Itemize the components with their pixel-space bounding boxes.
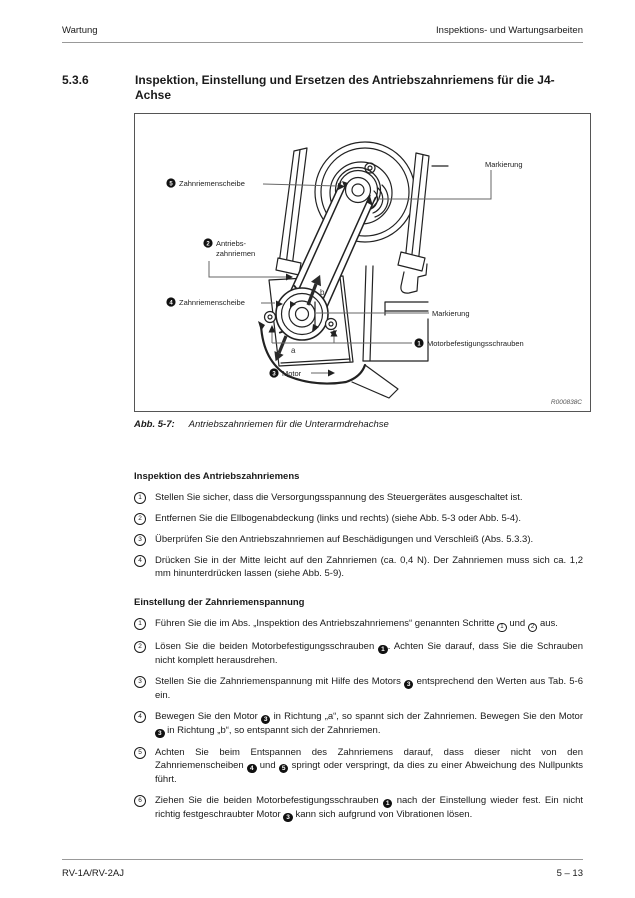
step-text: Führen Sie die im Abs. „Inspektion des Antriebszahnriemens“ genannten Schritte 1 und 2 aus. xyxy=(155,617,583,632)
label-belt-2: zahnriemen xyxy=(216,249,256,258)
list-item xyxy=(134,710,583,738)
svg-text:2: 2 xyxy=(206,241,210,248)
adjustment-heading: Einstellung der Zahnriemenspannung xyxy=(134,597,305,608)
filled-circled-number: 3 xyxy=(155,729,165,739)
figure-ref-code: R000838C xyxy=(550,399,582,406)
step-number: 4 xyxy=(134,711,146,723)
caption-text: Antriebszahnriemen für die Unterarmdrehachse xyxy=(188,419,389,430)
filled-circled-number: 3 xyxy=(283,813,293,823)
step-text: Entfernen Sie die Ellbogenabdeckung (links und rechts) (siehe Abb. 5-3 oder Abb. 5-4). xyxy=(155,513,521,524)
right-arm-rail xyxy=(398,153,429,293)
list-item xyxy=(134,675,583,702)
page-header xyxy=(62,25,583,43)
circled-number: 2 xyxy=(528,623,538,633)
list-item xyxy=(134,512,583,525)
label-screws: Motorbefestigungsschrauben xyxy=(427,339,524,348)
label-pulley4: Zahnriemenscheibe xyxy=(179,298,245,307)
svg-text:5: 5 xyxy=(169,181,173,188)
step-number: 5 xyxy=(134,747,146,759)
step-text: Achten Sie beim Entspannen des Zahnriemens darauf, dass dieser nicht von den Zahnriemenscheiben 4 und 5 springt oder verspringt, da dies zu einer Abweichung des Nullpunkts führt. xyxy=(155,747,583,785)
step-number: 4 xyxy=(134,555,146,567)
filled-circled-number: 5 xyxy=(279,764,289,774)
direction-label-a: a xyxy=(291,346,296,355)
section-number: 5.3.6 xyxy=(62,73,89,87)
section-heading xyxy=(62,73,583,103)
step-text: Drücken Sie in der Mitte leicht auf den Zahnriemen (ca. 0,4 N). Der Zahnriemen muss sich ca. 1,2 mm hinunterdrücken lassen (siehe Abb. 5-9). xyxy=(155,555,583,579)
list-item xyxy=(134,554,583,580)
filled-circled-number: 3 xyxy=(261,715,271,725)
step-text: Lösen Sie die beiden Motorbefestigungsschrauben 1 . Achten Sie darauf, dass Sie die Schrauben nicht komplett herausdrehen. xyxy=(155,641,583,666)
caption-label: Abb. 5-7: xyxy=(134,419,175,430)
list-item xyxy=(134,640,583,667)
mounting-screw-left xyxy=(265,312,276,323)
step-text: Bewegen Sie den Motor 3 in Richtung „a“, so spannt sich der Zahnriemen. Bewegen Sie den Motor 3 in Richtung „b“, so entspannt sich der Zahnriemen. xyxy=(155,711,583,737)
step-text: Stellen Sie sicher, dass die Versorgungsspannung des Steuergerätes ausgeschaltet ist. xyxy=(155,492,523,503)
svg-text:1: 1 xyxy=(417,341,421,348)
svg-text:4: 4 xyxy=(169,300,173,307)
technical-diagram xyxy=(135,114,590,411)
inspection-steps xyxy=(134,491,583,580)
filled-circled-number: 3 xyxy=(404,680,414,690)
step-number: 3 xyxy=(134,534,146,546)
adjustment-steps xyxy=(134,617,583,822)
figure-labels xyxy=(166,160,582,406)
step-text: Überprüfen Sie den Antriebszahnriemen auf Beschädigungen und Verschleiß (Abs. 5.3.3). xyxy=(155,534,534,545)
left-arm-rail xyxy=(276,148,307,275)
label-belt-1: Antriebs- xyxy=(216,239,247,248)
step-number: 1 xyxy=(134,492,146,504)
footer-left: RV-1A/RV-2AJ xyxy=(62,868,124,879)
header-right: Inspektions- und Wartungsarbeiten xyxy=(436,25,583,36)
label-motor: Motor xyxy=(282,369,302,378)
step-number: 3 xyxy=(134,676,146,688)
step-number: 2 xyxy=(134,641,146,653)
header-left: Wartung xyxy=(62,25,98,36)
step-number: 2 xyxy=(134,513,146,525)
label-pulley5: Zahnriemenscheibe xyxy=(179,179,245,188)
circled-number: 1 xyxy=(497,623,507,633)
list-item xyxy=(134,746,583,786)
list-item xyxy=(134,617,583,632)
label-marking-bottom: Markierung xyxy=(432,309,470,318)
filled-circled-number: 1 xyxy=(378,645,388,655)
inspection-heading: Inspektion des Antriebszahnriemens xyxy=(134,471,300,482)
step-text: Stellen Sie die Zahnriemenspannung mit Hilfe des Motors 3 entsprechend den Werten aus Tab. 5-6 ein. xyxy=(155,676,583,701)
step-text: Ziehen Sie die beiden Motorbefestigungsschrauben 1 nach der Einstellung wieder fest. Ein nicht richtig festgeschraubter Motor 3 kann sich aufgrund von Vibrationen lösen. xyxy=(155,795,584,821)
label-marking-top: Markierung xyxy=(485,160,523,169)
section-title: Inspektion, Einstellung und Ersetzen des Antriebszahnriemens für die J4-Achse xyxy=(135,73,555,102)
figure xyxy=(134,113,591,412)
mounting-screw-right xyxy=(326,319,337,330)
figure-caption xyxy=(134,419,584,430)
list-item xyxy=(134,491,583,504)
list-item xyxy=(134,794,583,822)
step-number: 1 xyxy=(134,618,146,630)
direction-label-b: b xyxy=(320,288,325,297)
page-footer xyxy=(62,859,583,879)
filled-circled-number: 1 xyxy=(383,799,393,809)
list-item xyxy=(134,533,583,546)
svg-text:3: 3 xyxy=(272,371,276,378)
filled-circled-number: 4 xyxy=(247,764,257,774)
footer-right: 5 – 13 xyxy=(556,868,583,879)
step-number: 6 xyxy=(134,795,146,807)
body-content xyxy=(134,471,583,830)
